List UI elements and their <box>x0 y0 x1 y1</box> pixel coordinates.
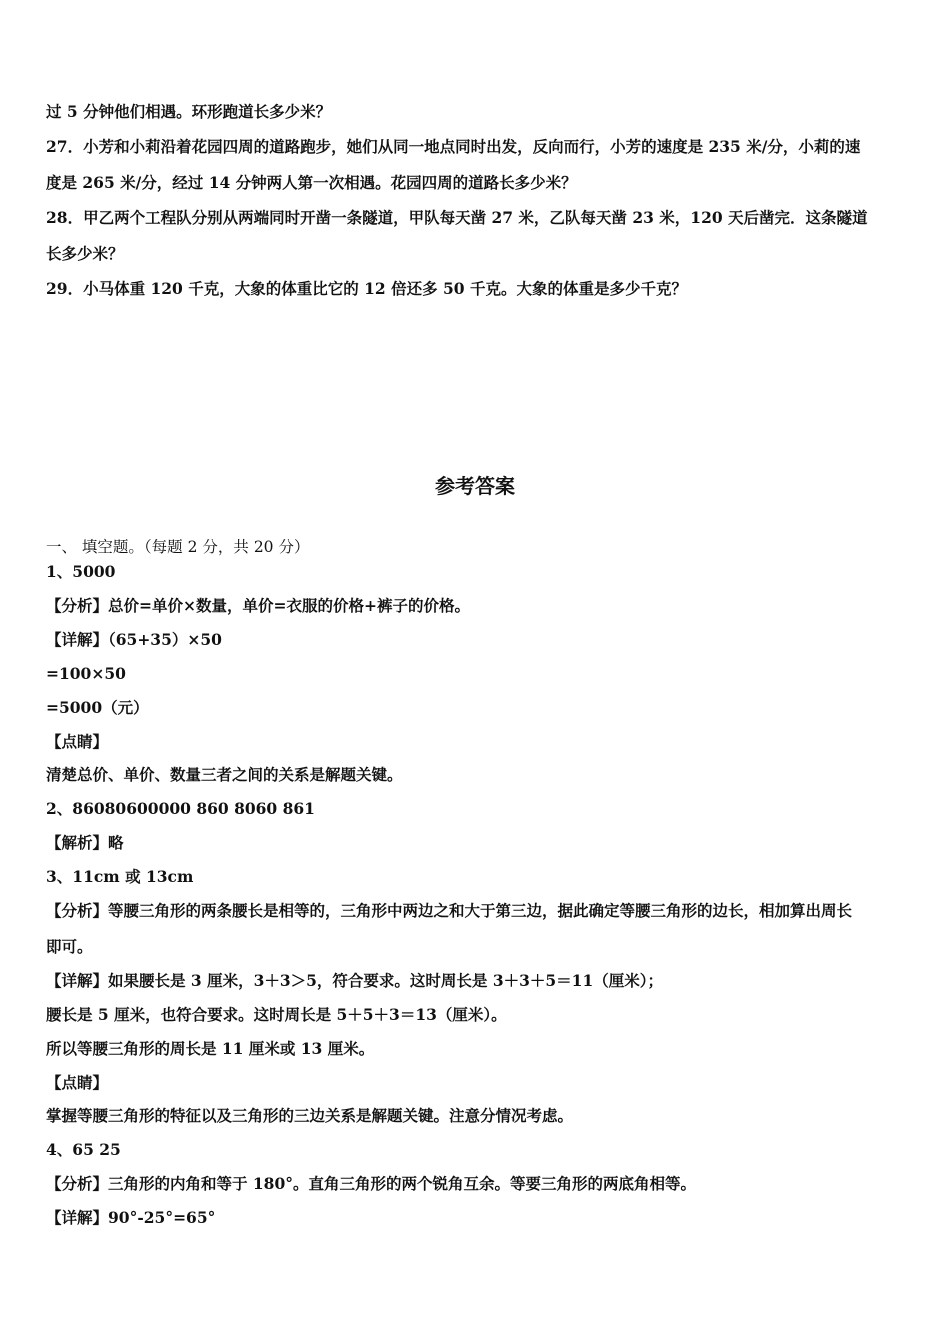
answer-line: 所以等腰三角形的周长是 11 厘米或 13 厘米。 <box>46 1039 375 1058</box>
answers-title: 参考答案 <box>435 474 515 498</box>
question-27-line-2: 度是 265 米/分，经过 14 分钟两人第一次相遇。花园四周的道路长多少米？ <box>46 173 577 192</box>
answer-line: 3、11cm 或 13cm <box>46 867 194 886</box>
section-heading: 一、 填空题。（每题 2 分，共 20 分） <box>46 538 310 556</box>
answer-line: 【分析】三角形的内角和等于 180°。直角三角形的两个锐角互余。等要三角形的两底角相等。 <box>46 1174 697 1193</box>
answer-line: 【点睛】 <box>46 732 109 751</box>
answer-line: =100×50 <box>46 664 126 683</box>
answer-line: 掌握等腰三角形的特征以及三角形的三边关系是解题关键。注意分情况考虑。 <box>46 1106 574 1125</box>
answer-line: 【详解】90°-25°=65° <box>46 1208 216 1227</box>
answer-line: 【分析】等腰三角形的两条腰长是相等的，三角形中两边之和大于第三边，据此确定等腰三角形的边长，相加算出周长 <box>46 901 853 920</box>
answer-line: 清楚总价、单价、数量三者之间的关系是解题关键。 <box>46 765 403 784</box>
question-27-line-1: 27．小芳和小莉沿着花园四周的道路跑步，她们从同一地点同时出发，反向而行，小芳的速度是 235 米/分，小莉的速 <box>46 137 861 156</box>
question-28-line-2: 长多少米？ <box>46 244 124 263</box>
answer-line: 2、86080600000 860 8060 861 <box>46 799 315 818</box>
answer-line: 【详解】如果腰长是 3 厘米，3＋3＞5，符合要求。这时周长是 3＋3＋5＝11（厘米）； <box>46 971 664 990</box>
answer-line: =5000（元） <box>46 698 149 717</box>
answer-line: 4、65 25 <box>46 1140 121 1159</box>
question-28-line-1: 28．甲乙两个工程队分别从两端同时开凿一条隧道，甲队每天凿 27 米，乙队每天凿 23 米，120 天后凿完．这条隧道 <box>46 208 868 227</box>
answer-line: 即可。 <box>46 937 93 956</box>
answer-line: 【解析】略 <box>46 833 124 852</box>
answer-line: 【点睛】 <box>46 1073 109 1092</box>
answer-line: 腰长是 5 厘米，也符合要求。这时周长是 5＋5＋3＝13（厘米）。 <box>46 1005 507 1024</box>
answer-line: 【详解】（65+35）×50 <box>46 630 222 649</box>
answer-line: 1、5000 <box>46 562 116 581</box>
question-26-tail: 过 5 分钟他们相遇。环形跑道长多少米？ <box>46 102 332 121</box>
question-29: 29．小马体重 120 千克，大象的体重比它的 12 倍还多 50 千克。大象的体重是多少千克？ <box>46 279 687 298</box>
answer-line: 【分析】总价=单价×数量，单价=衣服的价格+裤子的价格。 <box>46 596 470 615</box>
